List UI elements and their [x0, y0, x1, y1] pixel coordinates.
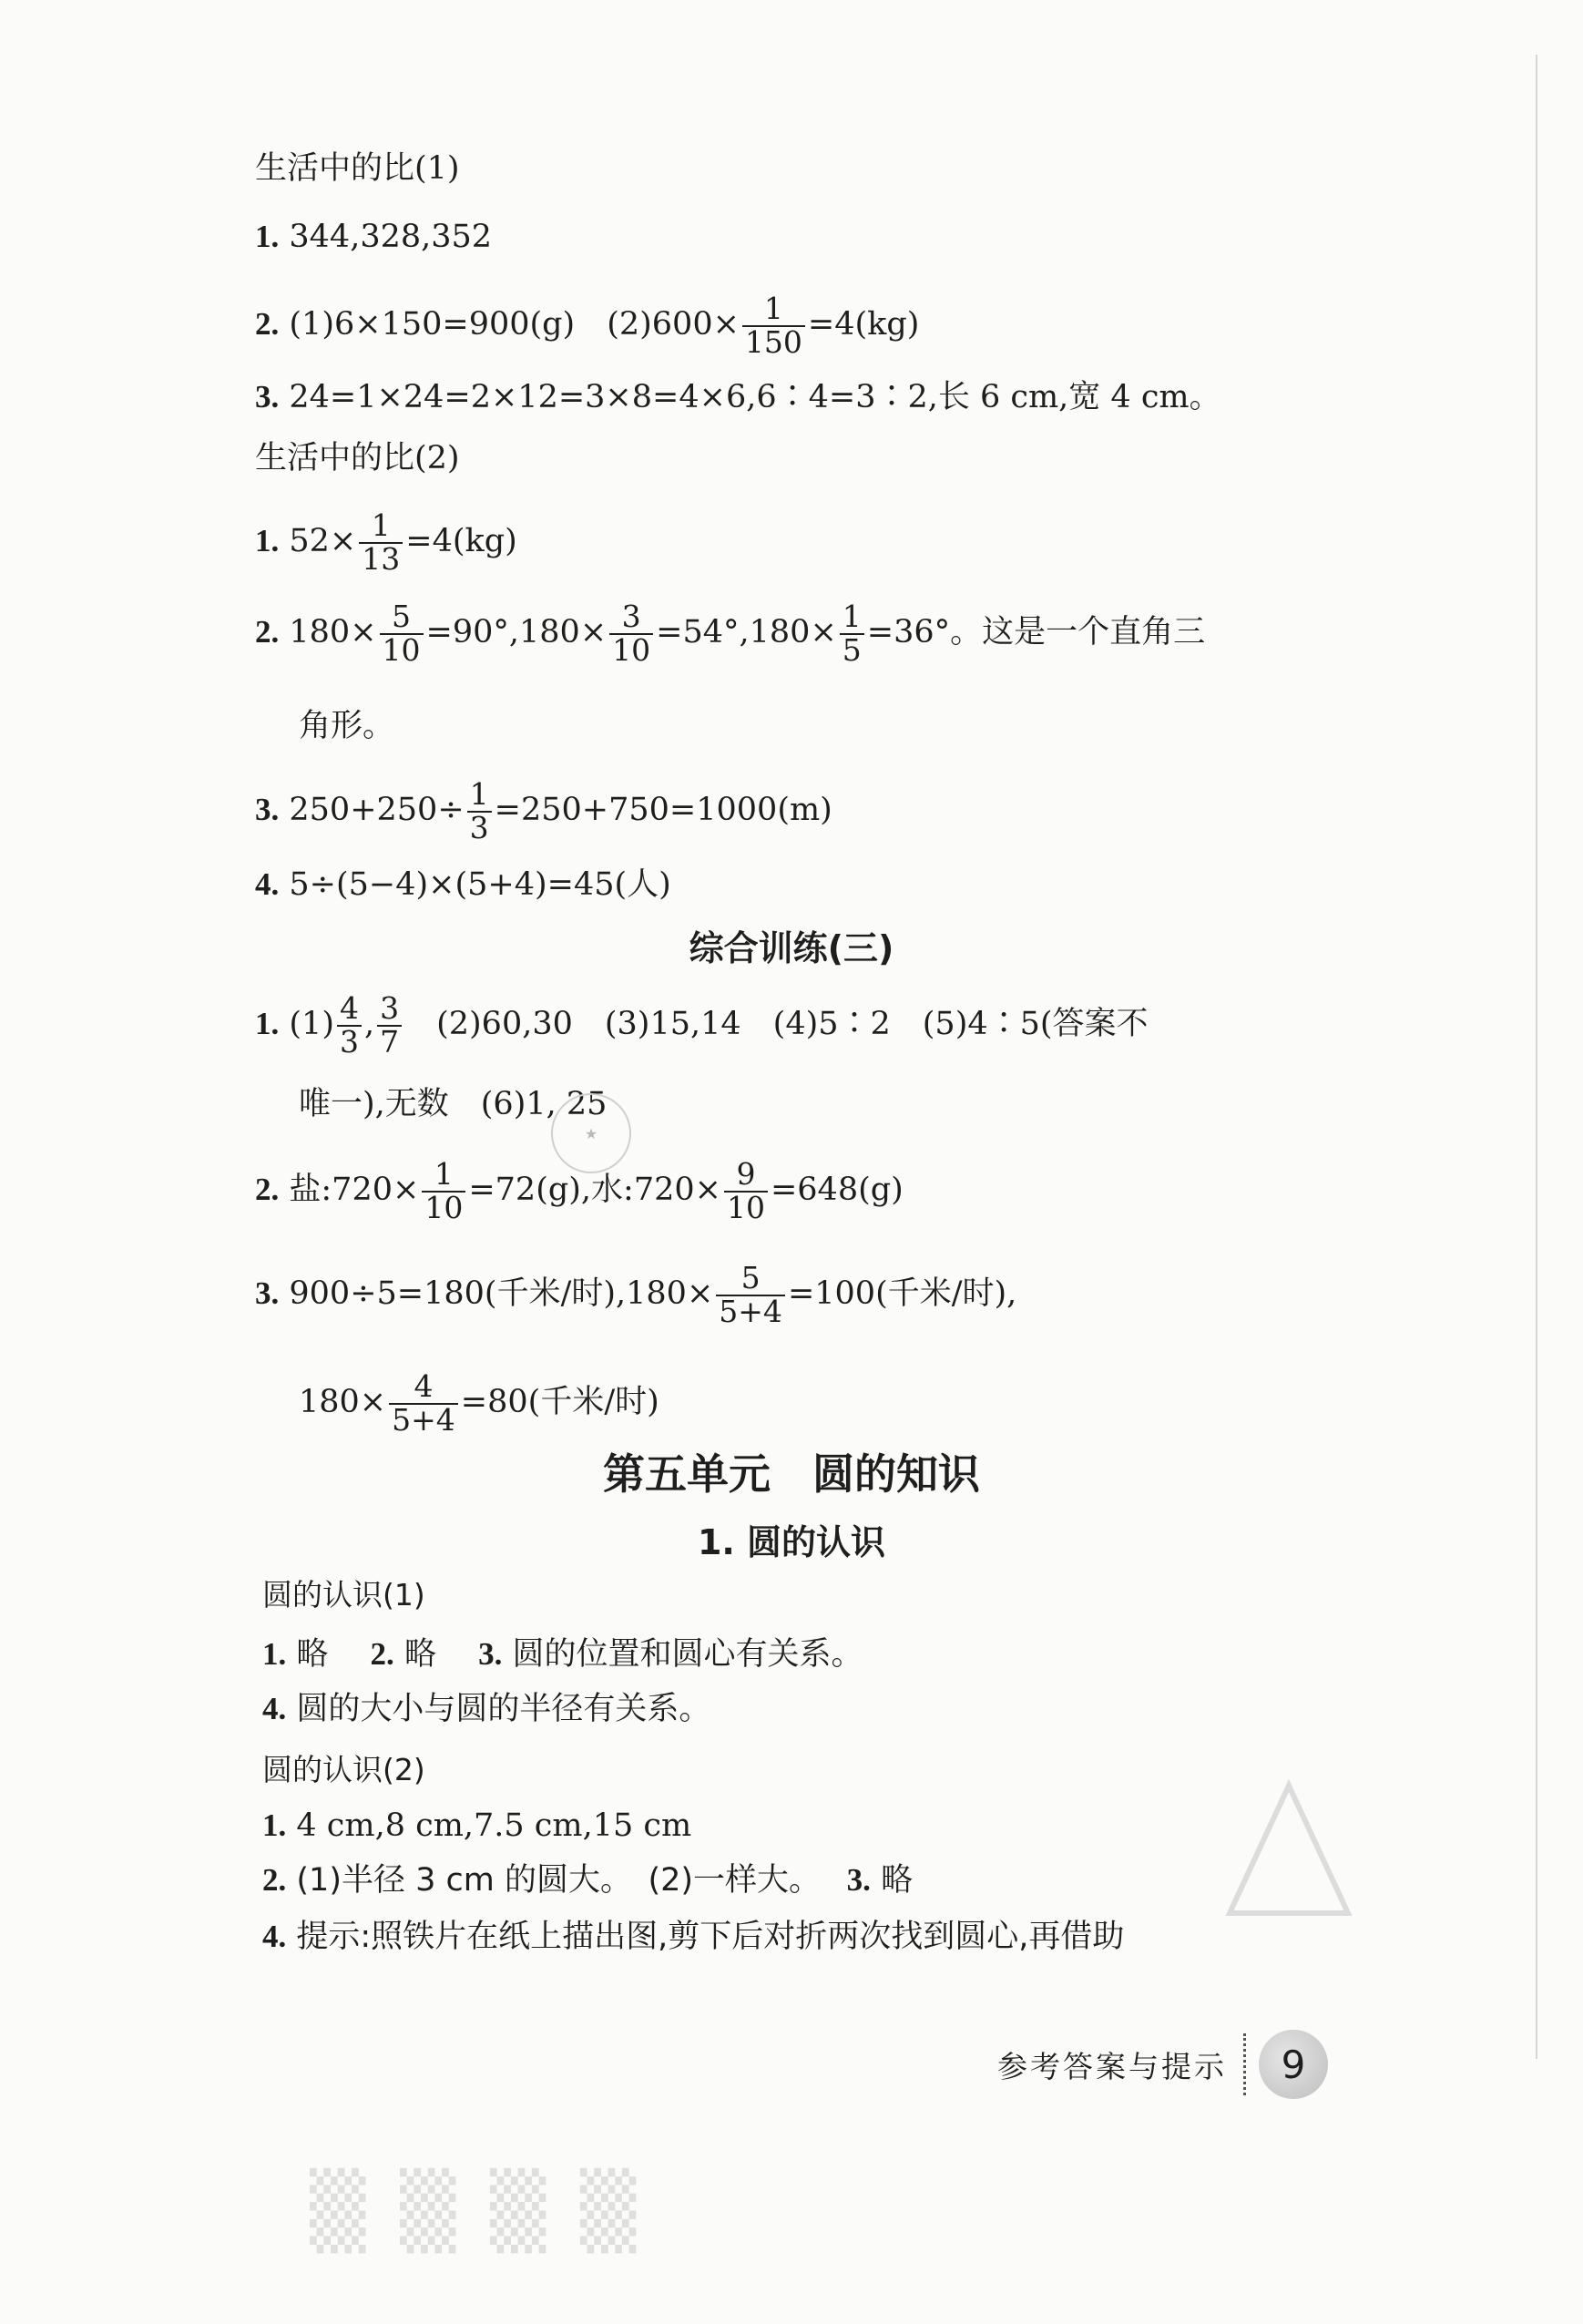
fraction — [380, 601, 424, 666]
answer-text: =80(千米/时) — [460, 1384, 659, 1421]
question-number: 2. — [255, 306, 280, 343]
denominator: 3 — [339, 1023, 359, 1060]
question-number: 1. — [262, 1807, 287, 1843]
answer-line — [255, 220, 492, 253]
answer-text: 盐:720× — [289, 1172, 420, 1209]
fraction — [609, 601, 653, 666]
heading-comprehensive-training: 综合训练(三) — [689, 928, 894, 968]
answer-text: 24=1×24=2×12=3×8=4×6,6∶4=3∶2,长 6 cm,宽 4 cm。 — [289, 379, 1221, 415]
answer-text: 250+250÷ — [289, 792, 465, 829]
answer-text: 圆的位置和圆心有关系。 — [512, 1636, 863, 1673]
fraction — [377, 990, 402, 1060]
fraction — [359, 507, 403, 577]
page-edge-line — [1536, 55, 1537, 2059]
heading-circle-recognition: 1. 圆的认识 — [697, 1522, 886, 1562]
answer-line — [262, 1864, 913, 1897]
fraction — [467, 776, 492, 845]
answer-text: 略 — [296, 1636, 361, 1673]
answer-line — [255, 293, 919, 358]
answer-text: =250+750=1000(m) — [494, 792, 832, 829]
stamp-watermark: ★ — [551, 1093, 631, 1173]
question-number: 4. — [255, 866, 280, 902]
fraction — [337, 990, 362, 1060]
answer-text: 4 cm,8 cm,7.5 cm,15 cm — [296, 1807, 692, 1844]
answer-text: , — [363, 1006, 375, 1043]
numerator: 3 — [377, 993, 402, 1027]
numerator: 4 — [337, 993, 362, 1027]
denominator: 5+4 — [719, 1293, 782, 1329]
answer-text: =648(g) — [770, 1172, 904, 1209]
answer-text: =100(千米/时), — [787, 1275, 1017, 1313]
footer-title: 参考答案与提示 — [997, 2048, 1227, 2084]
answer-line — [255, 776, 832, 845]
question-number: 2. — [255, 1172, 280, 1208]
answer-line — [262, 1809, 691, 1842]
answer-line — [255, 601, 1205, 666]
denominator: 150 — [744, 323, 802, 360]
question-number: 4. — [262, 1919, 287, 1954]
fraction — [716, 1260, 785, 1329]
answer-line — [255, 507, 517, 577]
denominator: 5 — [842, 631, 862, 668]
answer-text: =4(kg) — [405, 523, 517, 560]
denominator: 7 — [380, 1023, 400, 1060]
answer-text: (1)6×150=900(g) (2)600× — [289, 306, 740, 343]
answer-text: 900÷5=180(千米/时),180× — [289, 1275, 714, 1313]
numerator: 1 — [467, 779, 492, 813]
answer-line — [262, 1693, 710, 1725]
numerator: 9 — [724, 1159, 768, 1193]
fraction — [422, 1156, 465, 1225]
section-title-circle-2: 圆的认识(2) — [262, 1752, 425, 1787]
answer-text: =4(kg) — [807, 306, 920, 343]
answer-text: =54°,180× — [656, 614, 837, 651]
question-number: 2. — [370, 1636, 394, 1672]
footer-divider — [1243, 2033, 1246, 2095]
answer-continuation — [299, 1368, 659, 1438]
answer-text: =36°。这是一个直角三 — [866, 614, 1206, 651]
fraction — [742, 293, 805, 358]
answer-text: 180× — [299, 1384, 387, 1421]
watermark-bottom: ▒ ▒ ▒ ▒ — [310, 2168, 642, 2253]
numerator: 1 — [840, 601, 864, 635]
answer-line — [262, 1638, 863, 1671]
answer-line — [255, 990, 1149, 1060]
question-number: 2. — [262, 1862, 287, 1898]
section-title-life-ratio-2: 生活中的比(2) — [255, 440, 460, 476]
denominator: 10 — [382, 631, 421, 668]
question-number: 3. — [255, 1275, 280, 1312]
answer-text: (1) — [289, 1006, 334, 1043]
answer-continuation: 唯一),无数 (6)1, 25 — [299, 1086, 608, 1122]
fraction — [389, 1368, 458, 1438]
denominator: 13 — [362, 540, 401, 577]
fraction — [724, 1156, 768, 1225]
section-title-circle-1: 圆的认识(1) — [262, 1577, 425, 1612]
numerator: 1 — [422, 1159, 465, 1193]
numerator: 1 — [359, 510, 403, 544]
answer-line — [255, 1260, 1017, 1329]
question-number: 1. — [255, 523, 280, 559]
answer-text: 52× — [289, 523, 357, 560]
answer-text: 5÷(5−4)×(5+4)=45(人) — [289, 866, 671, 903]
heading-unit-five: 第五单元 圆的知识 — [603, 1449, 980, 1499]
answer-line — [262, 1920, 1124, 1953]
page-number: 9 — [1259, 2030, 1328, 2099]
denominator: 10 — [726, 1189, 765, 1225]
denominator: 10 — [612, 631, 651, 668]
fraction — [840, 601, 864, 666]
numerator: 4 — [389, 1371, 458, 1405]
numerator: 3 — [609, 601, 653, 635]
question-number: 3. — [255, 792, 280, 828]
numerator: 5 — [716, 1263, 785, 1296]
denominator: 3 — [469, 809, 489, 845]
answer-text: =90°,180× — [425, 614, 608, 651]
question-number: 3. — [846, 1862, 871, 1898]
answer-text: 180× — [289, 614, 377, 651]
page-footer — [997, 2030, 1328, 2099]
triangle-watermark-icon — [1220, 1776, 1357, 1922]
answer-text: 提示:照铁片在纸上描出图,剪下后对折两次找到圆心,再借助 — [296, 1919, 1125, 1955]
question-number: 2. — [255, 614, 280, 650]
answer-continuation: 角形。 — [299, 708, 395, 744]
answer-line — [255, 868, 671, 901]
answer-text: 略 — [403, 1636, 468, 1673]
question-number: 1. — [255, 1006, 280, 1042]
answer-text: 344,328,352 — [289, 219, 493, 255]
question-number: 3. — [478, 1636, 503, 1672]
answer-text: 略 — [881, 1862, 914, 1899]
question-number: 1. — [255, 219, 280, 254]
question-number: 1. — [262, 1636, 287, 1672]
answer-line — [255, 381, 1221, 414]
denominator: 10 — [424, 1189, 464, 1225]
question-number: 3. — [255, 379, 280, 415]
denominator: 5+4 — [392, 1401, 455, 1438]
answer-text: =72(g),水:720× — [468, 1172, 721, 1209]
answer-text: (2)60,30 (3)15,14 (4)5∶2 (5)4∶5(答案不 — [404, 1006, 1149, 1043]
numerator: 5 — [380, 601, 424, 635]
answer-text: 圆的大小与圆的半径有关系。 — [296, 1691, 711, 1727]
answer-text: (1)半径 3 cm 的圆大。 (2)一样大。 — [296, 1862, 837, 1899]
numerator: 1 — [742, 293, 805, 327]
section-title-life-ratio-1: 生活中的比(1) — [255, 150, 460, 187]
question-number: 4. — [262, 1691, 287, 1726]
